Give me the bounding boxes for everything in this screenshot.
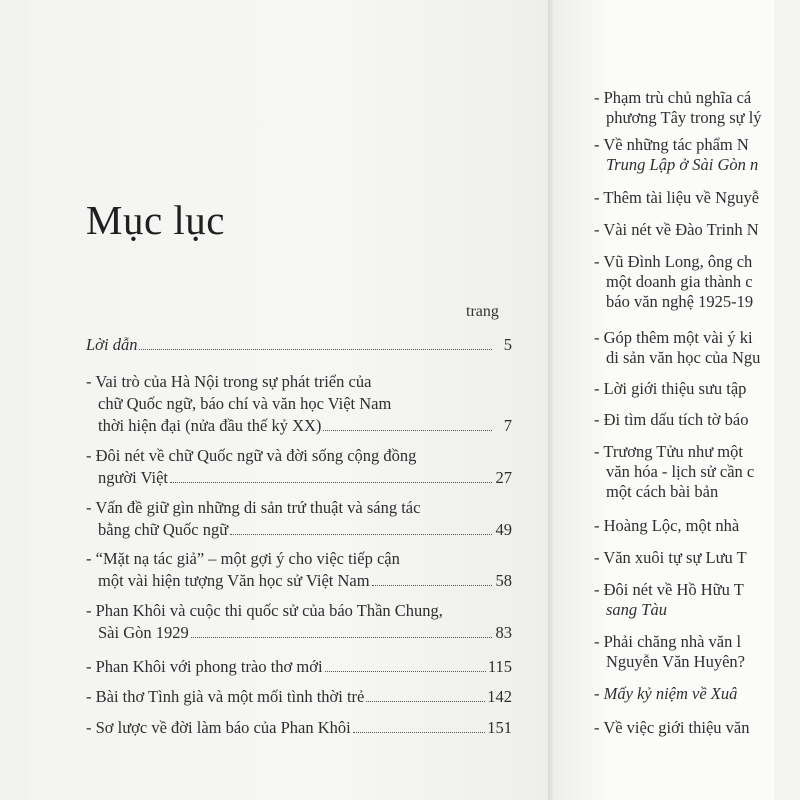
toc-entry <box>594 516 800 536</box>
toc-entry-text: - Về việc giới thiệu văn <box>594 718 750 737</box>
toc-entry-text: phương Tây trong sự lý <box>606 108 762 127</box>
toc-entry-text: - Trương Tửu như một <box>594 442 743 461</box>
toc-entry-text: - Thêm tài liệu về Nguyễ <box>594 188 760 207</box>
toc-entry-text: một vài hiện tượng Văn học sử Việt Nam <box>98 571 370 590</box>
toc-entry <box>594 379 800 399</box>
toc-entry-text: - Phan Khôi và cuộc thi quốc sử của báo Thần Chung, <box>86 601 443 620</box>
dot-leader <box>139 349 492 350</box>
page-title: Mục lục <box>86 197 225 243</box>
toc-entry-text: - Vấn đề giữ gìn những di sản trứ thuật và sáng tác <box>86 498 421 517</box>
toc-entry-text: - Phan Khôi với phong trào thơ mới <box>86 657 323 676</box>
toc-entry <box>594 328 800 368</box>
toc-page-number: 115 <box>487 657 512 676</box>
toc-entry-text: - Vũ Đình Long, ông ch <box>594 252 753 271</box>
toc-page-number: 151 <box>487 718 512 737</box>
dot-leader <box>372 585 492 586</box>
dot-leader <box>170 482 492 483</box>
toc-page-number: 83 <box>495 623 512 642</box>
toc-entry-text: một cách bài bản <box>606 482 719 501</box>
dot-leader <box>353 732 486 733</box>
toc-entry <box>86 334 512 356</box>
toc-entry-text: - Về những tác phẩm N <box>594 135 749 154</box>
page-column-label: trang <box>466 303 499 320</box>
toc-page-number: 7 <box>503 416 512 435</box>
toc-entry-text: - Sơ lược về đời làm báo của Phan Khôi <box>86 718 351 737</box>
toc-entry-text: một doanh gia thành c <box>606 272 753 291</box>
toc-entry-text: bằng chữ Quốc ngữ <box>98 520 229 539</box>
toc-entry <box>86 548 512 592</box>
toc-entry <box>594 718 800 738</box>
dot-leader <box>191 637 492 638</box>
toc-entry-text: - Đôi nét về Hồ Hữu T <box>594 580 744 599</box>
toc-entry-text: - Bài thơ Tình già và một mối tình thời trẻ <box>86 687 365 706</box>
toc-entry-text: sang Tàu <box>606 600 667 619</box>
toc-page-number: 49 <box>495 520 512 539</box>
toc-entry <box>86 656 512 678</box>
toc-entry <box>594 548 800 568</box>
toc-entry-text: Trung Lập ở Sài Gòn n <box>606 155 759 174</box>
toc-entry <box>594 252 800 312</box>
toc-entry <box>594 88 800 128</box>
dot-leader <box>323 430 492 431</box>
toc-entry <box>594 135 800 175</box>
toc-entry-text: - Đi tìm dấu tích tờ báo <box>594 410 749 429</box>
toc-entry-text: người Việt <box>98 468 168 487</box>
toc-entry <box>86 686 512 708</box>
toc-entry <box>594 188 800 208</box>
toc-entry <box>594 632 800 672</box>
toc-entry-text: - Văn xuôi tự sự Lưu T <box>594 548 747 567</box>
toc-entry-text: di sản văn học của Ngu <box>606 348 761 367</box>
toc-entry <box>86 371 512 437</box>
dot-leader <box>366 701 485 702</box>
toc-entry-text: Nguyễn Văn Huyên? <box>606 652 745 671</box>
toc-entry <box>86 445 512 489</box>
toc-entry-text: Lời dẫn <box>86 335 138 354</box>
toc-entry-text: - Lời giới thiệu sưu tập <box>594 379 747 398</box>
toc-entry-text: - Phải chăng nhà văn l <box>594 632 742 651</box>
toc-entry <box>594 220 800 240</box>
toc-page-number: 27 <box>495 468 512 487</box>
toc-page-number: 58 <box>495 571 512 590</box>
toc-entry-text: Sài Gòn 1929 <box>98 623 189 642</box>
toc-entry <box>86 600 512 644</box>
toc-entry-text: thời hiện đại (nửa đầu thế kỷ XX) <box>98 416 322 435</box>
toc-entry-text: - Góp thêm một vài ý ki <box>594 328 753 347</box>
toc-entry <box>594 684 800 704</box>
toc-entry <box>594 410 800 430</box>
dot-leader <box>230 534 492 535</box>
toc-entry-text: - Phạm trù chủ nghĩa cá <box>594 88 752 107</box>
background-left-edge <box>0 0 30 800</box>
toc-entry-text: văn hóa - lịch sử cần c <box>606 462 755 481</box>
toc-entry-text: - Hoàng Lộc, một nhà <box>594 516 740 535</box>
toc-entry <box>86 497 512 541</box>
toc-entry-text: báo văn nghệ 1925-19 <box>606 292 754 311</box>
toc-entry-text: - Vài nét về Đào Trinh N <box>594 220 759 239</box>
toc-entry-text: - Vai trò của Hà Nội trong sự phát triển của <box>86 372 372 391</box>
toc-entry-text: - Mấy kỷ niệm về Xuâ <box>594 684 738 703</box>
toc-entry-text: - “Mặt nạ tác giả” – một gợi ý cho việc tiếp cận <box>86 549 400 568</box>
toc-entry <box>594 580 800 620</box>
toc-page-number: 5 <box>503 335 512 354</box>
toc-entry <box>594 442 800 502</box>
toc-page-number: 142 <box>487 687 512 706</box>
toc-entry-text: - Đôi nét về chữ Quốc ngữ và đời sống cộng đồng <box>86 446 417 465</box>
dot-leader <box>325 671 486 672</box>
toc-entry-text: chữ Quốc ngữ, báo chí và văn học Việt Nam <box>98 394 392 413</box>
toc-entry <box>86 717 512 739</box>
